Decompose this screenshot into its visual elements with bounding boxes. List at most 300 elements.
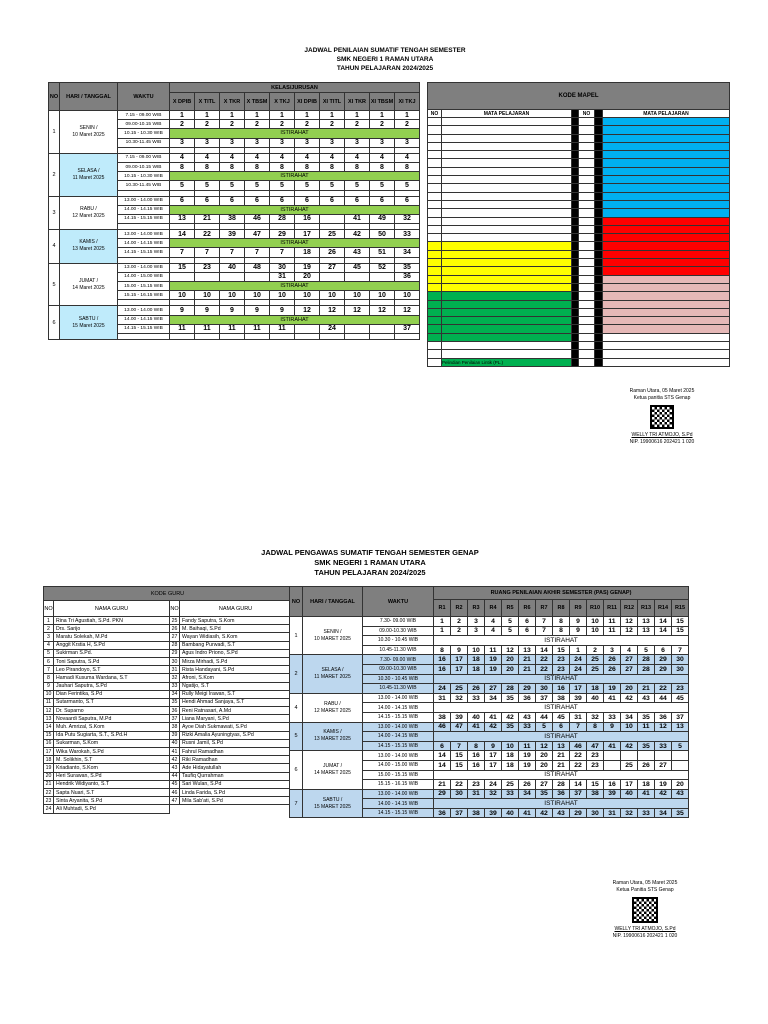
mapel-code-cell: 48 — [245, 263, 270, 272]
table-row — [428, 209, 730, 217]
pengawas-code-cell: 38 — [553, 693, 570, 703]
mapel-code-cell: 13 — [170, 214, 195, 223]
pengawas-code-cell: 41 — [519, 808, 536, 818]
guru-no: 25 — [170, 617, 180, 625]
guru-no: 11 — [44, 698, 54, 706]
time-cell: 15.00 - 15.15 WIB — [118, 282, 170, 291]
mapel-code-cell: 26 — [320, 248, 345, 257]
guru-no: 39 — [170, 731, 180, 739]
pengawas-code-cell: 26 — [604, 664, 621, 674]
mapel-code-cell: 6 — [270, 196, 295, 205]
guru-no: 41 — [170, 748, 180, 756]
pengawas-code-cell: 36 — [553, 789, 570, 799]
time-cell: 13.00 - 14.00 WIB — [363, 789, 434, 799]
mapel-code-cell: 8 — [170, 162, 195, 171]
col-header-no: NO — [49, 83, 60, 111]
day-label: SENIN / 10 Maret 2025 — [60, 111, 118, 154]
pengawas-code-cell: 29 — [655, 664, 672, 674]
pengawas-code-cell: 2 — [451, 617, 468, 627]
table-row — [428, 333, 730, 341]
pengawas-code-cell: 5 — [672, 741, 689, 751]
guru-name: Jauhari Saputra, S.Pd — [54, 682, 170, 690]
list-item — [44, 772, 292, 780]
mapel-code-cell: 6 — [245, 196, 270, 205]
guru-name: Taufiq Qurrahman — [180, 772, 292, 780]
mapel-code-cell: 2 — [220, 120, 245, 129]
pengawas-code-cell: 31 — [570, 712, 587, 722]
guru-no: 8 — [44, 674, 54, 682]
pengawas-code-cell: 17 — [570, 684, 587, 694]
mapel-code-cell: 11 — [245, 324, 270, 333]
list-item — [44, 641, 292, 649]
pengawas-code-cell: 25 — [451, 684, 468, 694]
mapel-code-cell: 3 — [320, 138, 345, 147]
pengawas-code-cell: 29 — [434, 789, 451, 799]
table-row — [428, 142, 730, 150]
day-label: SABTU / 15 Maret 2025 — [60, 306, 118, 340]
mapel-code-cell: 10 — [220, 291, 245, 300]
guru-no: 32 — [170, 674, 180, 682]
day-no: 7 — [290, 789, 303, 818]
guru-name: Liana Maryani, S.Pd — [180, 715, 292, 723]
mapel-code-cell: 2 — [295, 120, 320, 129]
mapel-code-cell: 3 — [395, 138, 420, 147]
mapel-code-cell: 23 — [195, 263, 220, 272]
mapel-code-cell: 9 — [220, 306, 245, 315]
pengawas-code-cell: 18 — [587, 684, 604, 694]
guru-no: 17 — [44, 748, 54, 756]
pengawas-code-cell: 45 — [553, 712, 570, 722]
day-no: 2 — [49, 153, 60, 196]
mapel-code-cell: 16 — [295, 214, 320, 223]
table-row — [290, 751, 689, 761]
time-cell: 14.00 - 15.00 WIB — [363, 760, 434, 770]
time-cell: 10.30 - 10.45 WIB — [363, 674, 434, 684]
pengawas-code-cell: 30 — [536, 684, 553, 694]
pengawas-code-cell: 21 — [434, 780, 451, 790]
mapel-code-cell: 3 — [220, 138, 245, 147]
class-header: X TKJ — [270, 93, 295, 111]
mapel-code-cell: 3 — [170, 138, 195, 147]
mapel-code-cell: 2 — [170, 120, 195, 129]
mapel-code-cell: 6 — [345, 196, 370, 205]
table-row — [428, 234, 730, 242]
qr-code-icon — [650, 405, 674, 429]
pengawas-code-cell: 39 — [451, 712, 468, 722]
mapel-code-cell: 6 — [370, 196, 395, 205]
mapel-code-cell: 8 — [220, 162, 245, 171]
pengawas-code-cell: 11 — [604, 617, 621, 627]
table-row — [428, 292, 730, 300]
pengawas-code-cell: 43 — [553, 808, 570, 818]
time-cell: 13.00 - 14.00 WIB — [363, 693, 434, 703]
mapel-code-cell: 4 — [170, 153, 195, 162]
guru-no: 42 — [170, 756, 180, 764]
pengawas-code-cell: 1 — [434, 626, 451, 636]
list-item — [44, 797, 292, 805]
mapel-code-cell: 8 — [395, 162, 420, 171]
room-header: R2 — [451, 600, 468, 617]
pengawas-code-cell: 42 — [655, 789, 672, 799]
istirahat-bar: ISTIRAHAT — [434, 674, 689, 684]
pengawas-code-cell: 15 — [672, 617, 689, 627]
pengawas-code-cell: 23 — [587, 751, 604, 761]
mapel-code-cell: 7 — [245, 248, 270, 257]
pengawas-code-cell: 30 — [587, 808, 604, 818]
class-header: X TKR — [220, 93, 245, 111]
pengawas-code-cell: 13 — [638, 626, 655, 636]
guru-name: Novaardi Saputra, M.Pd — [54, 715, 170, 723]
class-header: XI TITL — [320, 93, 345, 111]
table-row — [428, 250, 730, 258]
mapel-code-cell: 6 — [295, 196, 320, 205]
time-cell: 10.30-11.45 WIB — [118, 138, 170, 147]
pengawas-code-cell: 15 — [451, 760, 468, 770]
pengawas-code-cell: 43 — [672, 789, 689, 799]
pengawas-code-cell: 27 — [485, 684, 502, 694]
mapel-code-cell: 39 — [220, 230, 245, 239]
mapel-code-cell: 42 — [345, 230, 370, 239]
pengawas-code-cell: 35 — [672, 808, 689, 818]
time-cell: 09.00-10.15 WIB — [118, 120, 170, 129]
mapel-code-cell: 8 — [320, 162, 345, 171]
pengawas-code-cell: 19 — [519, 760, 536, 770]
pengawas-code-cell: 8 — [553, 617, 570, 627]
time-cell: 7.30- 09.00 WIB — [363, 617, 434, 627]
time-cell: 10.45-11.30 WIB — [363, 645, 434, 655]
guru-name: Rina Tri Agustiah, S.Pd. PKN — [54, 617, 170, 625]
mapel-code-cell: 2 — [370, 120, 395, 129]
mapel-code-cell: 20 — [295, 272, 320, 281]
pengawas-code-cell: 35 — [638, 741, 655, 751]
room-header: R14 — [655, 600, 672, 617]
guru-name: Hendrik Widiyanto, S.T — [54, 780, 170, 788]
pengawas-code-cell: 6 — [655, 645, 672, 655]
mapel-code-cell: 10 — [270, 291, 295, 300]
pengawas-code-cell: 5 — [502, 617, 519, 627]
table-row — [428, 126, 730, 134]
mapel-code-cell: 7 — [170, 248, 195, 257]
pengawas-code-cell: 1 — [570, 645, 587, 655]
bottom-title: JADWAL PENGAWAS SUMATIF TENGAH SEMESTER GENAP SMK NEGERI 1 RAMAN UTARA TAHUN PELAJARAN 2024/2025 — [261, 548, 479, 577]
mapel-code-cell: 7 — [270, 248, 295, 257]
mapel-code-cell: 5 — [295, 181, 320, 190]
guru-no: 27 — [170, 633, 180, 641]
pengawas-code-cell: 46 — [570, 741, 587, 751]
guru-no: 10 — [44, 690, 54, 698]
mapel-code-cell: 2 — [245, 120, 270, 129]
pengawas-code-cell: 24 — [434, 684, 451, 694]
pengawas-code-cell: 21 — [519, 655, 536, 665]
table-row — [428, 283, 730, 291]
time-cell: 15.15 - 16.15 WIB — [363, 780, 434, 790]
pengawas-code-cell: 9 — [570, 617, 587, 627]
guru-name: Afroni, S.Kom — [180, 674, 292, 682]
col-header-nama-guru: NAMA GURU — [54, 601, 170, 617]
guru-name: Rista Handayani, S.Pd — [180, 666, 292, 674]
pengawas-code-cell: 4 — [485, 626, 502, 636]
pengawas-code-cell: 32 — [451, 693, 468, 703]
guru-name: Muh. Amrizal, S.Kom — [54, 723, 170, 731]
time-cell: 14.00 - 14.15 WIB — [363, 732, 434, 742]
table-row — [49, 230, 420, 239]
pengawas-code-cell: 19 — [485, 664, 502, 674]
pengawas-code-cell: 17 — [485, 751, 502, 761]
pengawas-code-cell: 19 — [485, 655, 502, 665]
guru-name: M. Baihaqi, S.Pd — [180, 625, 292, 633]
mapel-code-cell: 7 — [220, 248, 245, 257]
mapel-code-cell: 29 — [270, 230, 295, 239]
pengawas-code-cell: 11 — [604, 626, 621, 636]
pengawas-code-cell: 20 — [536, 751, 553, 761]
guru-name: Dr. Suparno — [54, 707, 170, 715]
table-row — [290, 617, 689, 627]
pengawas-code-cell: 6 — [519, 617, 536, 627]
mapel-code-cell: 10 — [320, 291, 345, 300]
mapel-code-cell: 6 — [220, 196, 245, 205]
pengawas-code-cell: 22 — [451, 780, 468, 790]
pengawas-code-cell: 23 — [553, 655, 570, 665]
mapel-code-cell: 35 — [395, 263, 420, 272]
pengawas-code-cell: 37 — [672, 712, 689, 722]
pengawas-code-cell: 33 — [604, 712, 621, 722]
pengawas-code-cell: 20 — [621, 684, 638, 694]
mapel-code-cell — [345, 324, 370, 333]
class-header: XI TKJ — [395, 93, 420, 111]
room-header: R13 — [638, 600, 655, 617]
pengawas-code-cell: 14 — [655, 617, 672, 627]
table-row — [428, 275, 730, 283]
pengawas-code-cell: 25 — [587, 664, 604, 674]
guru-no: 19 — [44, 764, 54, 772]
mapel-code-cell: 11 — [195, 324, 220, 333]
time-cell: 10.45-11.30 WIB — [363, 684, 434, 694]
guru-no: 12 — [44, 707, 54, 715]
list-item — [44, 633, 292, 641]
mapel-code-cell: 1 — [395, 111, 420, 120]
pengawas-code-cell: 18 — [502, 751, 519, 761]
mapel-code-cell: 9 — [245, 306, 270, 315]
pengawas-code-cell: 24 — [570, 664, 587, 674]
pengawas-code-cell: 40 — [621, 789, 638, 799]
pengawas-code-cell: 18 — [502, 760, 519, 770]
pengawas-code-cell: 25 — [621, 760, 638, 770]
pengawas-code-cell: 23 — [672, 684, 689, 694]
mapel-code-cell: 14 — [170, 230, 195, 239]
pengawas-code-cell: 4 — [485, 617, 502, 627]
class-header: X DPIB — [170, 93, 195, 111]
pengawas-code-cell: 4 — [621, 645, 638, 655]
list-item — [44, 617, 292, 625]
pengawas-code-cell: 26 — [638, 760, 655, 770]
pengawas-code-cell: 21 — [519, 664, 536, 674]
day-no: 2 — [290, 655, 303, 693]
pengawas-code-cell: 30 — [672, 664, 689, 674]
mapel-code-cell: 1 — [195, 111, 220, 120]
pengawas-code-cell: 33 — [655, 741, 672, 751]
guru-name: Riki Ramadhan — [180, 756, 292, 764]
room-header: R4 — [485, 600, 502, 617]
list-item — [44, 723, 292, 731]
class-header: XI TKR — [345, 93, 370, 111]
day-no: 4 — [290, 693, 303, 722]
mapel-code-cell: 38 — [220, 214, 245, 223]
pengawas-code-cell: 25 — [502, 780, 519, 790]
pengawas-code-cell: 11 — [519, 741, 536, 751]
guru-no: 28 — [170, 641, 180, 649]
mapel-code-cell: 25 — [320, 230, 345, 239]
mapel-code-cell: 8 — [345, 162, 370, 171]
mapel-code-cell: 1 — [295, 111, 320, 120]
guru-name: Sapta Nuari, S.T — [54, 788, 170, 796]
guru-name: M. Solikhin, S.T — [54, 756, 170, 764]
room-header: R11 — [604, 600, 621, 617]
mapel-code-cell: 3 — [245, 138, 270, 147]
mapel-code-cell: 50 — [370, 230, 395, 239]
col-header-waktu: WAKTU — [118, 83, 170, 111]
pengawas-code-cell: 13 — [553, 741, 570, 751]
pengawas-code-cell: 29 — [655, 655, 672, 665]
guru-name: Heri Surawan, S.Pd — [54, 772, 170, 780]
guru-no: 31 — [170, 666, 180, 674]
col-header-mata-pelajaran: MATA PELAJARAN — [442, 110, 572, 118]
room-header: R12 — [621, 600, 638, 617]
list-item — [44, 764, 292, 772]
mapel-code-cell — [295, 324, 320, 333]
list-item — [44, 682, 292, 690]
guru-name: Anggit Krstia H, S.Pd — [54, 641, 170, 649]
guru-no: 13 — [44, 715, 54, 723]
col-header-no: NO — [290, 587, 303, 617]
pengawas-code-cell: 19 — [604, 684, 621, 694]
day-label: KAMIS / 13 MARET 2025 — [303, 722, 363, 751]
pengawas-code-cell: 14 — [570, 780, 587, 790]
guru-no: 35 — [170, 698, 180, 706]
mapel-code-cell: 5 — [370, 181, 395, 190]
list-item — [44, 666, 292, 674]
mapel-code-cell: 52 — [370, 263, 395, 272]
mapel-code-cell: 5 — [220, 181, 245, 190]
pengawas-code-cell: 29 — [519, 684, 536, 694]
istirahat-bar: ISTIRAHAT — [434, 732, 689, 742]
pengawas-code-cell: 9 — [485, 741, 502, 751]
mapel-code-cell: 4 — [195, 153, 220, 162]
pengawas-code-cell: 5 — [536, 722, 553, 732]
pengawas-code-cell: 25 — [587, 655, 604, 665]
pengawas-code-cell: 12 — [655, 722, 672, 732]
signature-block-1: Raman Utara, 05 Maret 2025 Ketua panitia STS Genap WELLY TRI ATMOJO, S.Pd NIP. 19900616 202421 1 020 — [629, 388, 695, 445]
pengawas-code-cell: 18 — [468, 655, 485, 665]
pengawas-code-cell: 34 — [655, 808, 672, 818]
pengawas-code-cell: 17 — [451, 655, 468, 665]
pengawas-code-cell: 13 — [638, 617, 655, 627]
pengawas-code-cell: 10 — [468, 645, 485, 655]
table-row — [49, 196, 420, 205]
day-no: 3 — [49, 196, 60, 230]
mapel-code-cell: 27 — [320, 263, 345, 272]
col-header-waktu: WAKTU — [363, 587, 434, 617]
pengawas-code-cell: 6 — [553, 722, 570, 732]
table-row — [428, 192, 730, 200]
pengawas-code-cell: 21 — [638, 684, 655, 694]
guru-no: 22 — [44, 788, 54, 796]
guru-no: 2 — [44, 625, 54, 633]
col-header-no: NO — [428, 110, 442, 118]
mapel-code-cell: 5 — [245, 181, 270, 190]
pengawas-code-cell: 28 — [638, 664, 655, 674]
mapel-code-cell: 4 — [295, 153, 320, 162]
mapel-code-cell: 12 — [295, 306, 320, 315]
guru-name: Rully Meigi Irawan, S.T — [180, 690, 292, 698]
mapel-code-cell: 15 — [170, 263, 195, 272]
table-row — [428, 300, 730, 308]
mapel-code-cell: 10 — [295, 291, 320, 300]
list-item — [44, 805, 292, 813]
day-no: 5 — [290, 722, 303, 751]
mapel-code-cell: 3 — [270, 138, 295, 147]
pengawas-code-cell: 17 — [485, 760, 502, 770]
mapel-code-cell: 9 — [195, 306, 220, 315]
pengawas-code-cell: 40 — [587, 693, 604, 703]
guru-no: 34 — [170, 690, 180, 698]
table-row — [49, 153, 420, 162]
guru-name: Mirza Mirhadi, S.Pd — [180, 657, 292, 665]
pengawas-code-cell: 7 — [536, 617, 553, 627]
time-cell: 13.00 - 14.00 WIB — [118, 263, 170, 272]
table-row — [290, 693, 689, 703]
pengawas-code-cell: 22 — [536, 664, 553, 674]
mapel-code-cell — [320, 214, 345, 223]
mapel-code-cell — [170, 272, 195, 281]
guru-no: 1 — [44, 617, 54, 625]
istirahat-bar: ISTIRAHAT — [170, 282, 420, 291]
day-no: 5 — [49, 263, 60, 306]
time-cell: 13.00 - 14.00 WIB — [118, 306, 170, 315]
guru-name: Ade Hidayatullah — [180, 764, 292, 772]
guru-name: Rusni Jamil, S.Pd — [180, 739, 292, 747]
mapel-code-cell: 2 — [195, 120, 220, 129]
mapel-code-cell: 3 — [370, 138, 395, 147]
pengawas-code-cell: 5 — [502, 626, 519, 636]
time-cell: 14.00 - 14.15 WIB — [118, 315, 170, 324]
col-header-kelas: KELAS/JURUSAN — [170, 83, 420, 93]
time-cell: 09.00-10.15 WIB — [118, 162, 170, 171]
pengawas-code-cell: 6 — [434, 741, 451, 751]
mapel-code-cell: 33 — [395, 230, 420, 239]
time-cell: 14.00 - 15.00 WIB — [118, 272, 170, 281]
room-header: R7 — [536, 600, 553, 617]
pengawas-code-cell: 20 — [672, 780, 689, 790]
col-header-hari: HARI / TANGGAL — [60, 83, 118, 111]
pengawas-code-cell: 34 — [621, 712, 638, 722]
list-item — [44, 649, 292, 657]
table-row — [428, 118, 730, 126]
table-row — [428, 325, 730, 333]
pengawas-code-cell: 42 — [621, 741, 638, 751]
mapel-code-cell: 8 — [195, 162, 220, 171]
list-item — [44, 707, 292, 715]
col-header-mata-pelajaran: MATA PELAJARAN — [603, 110, 730, 118]
guru-name: Drs. Sarijo — [54, 625, 170, 633]
guru-no: 21 — [44, 780, 54, 788]
pengawas-code-cell: 33 — [468, 693, 485, 703]
mapel-code-cell: 5 — [395, 181, 420, 190]
pengawas-code-cell: 40 — [468, 712, 485, 722]
guru-no: 5 — [44, 649, 54, 657]
list-item — [44, 698, 292, 706]
pengawas-code-cell: 31 — [434, 693, 451, 703]
col-header-hari: HARI / TANGGAL — [303, 587, 363, 617]
